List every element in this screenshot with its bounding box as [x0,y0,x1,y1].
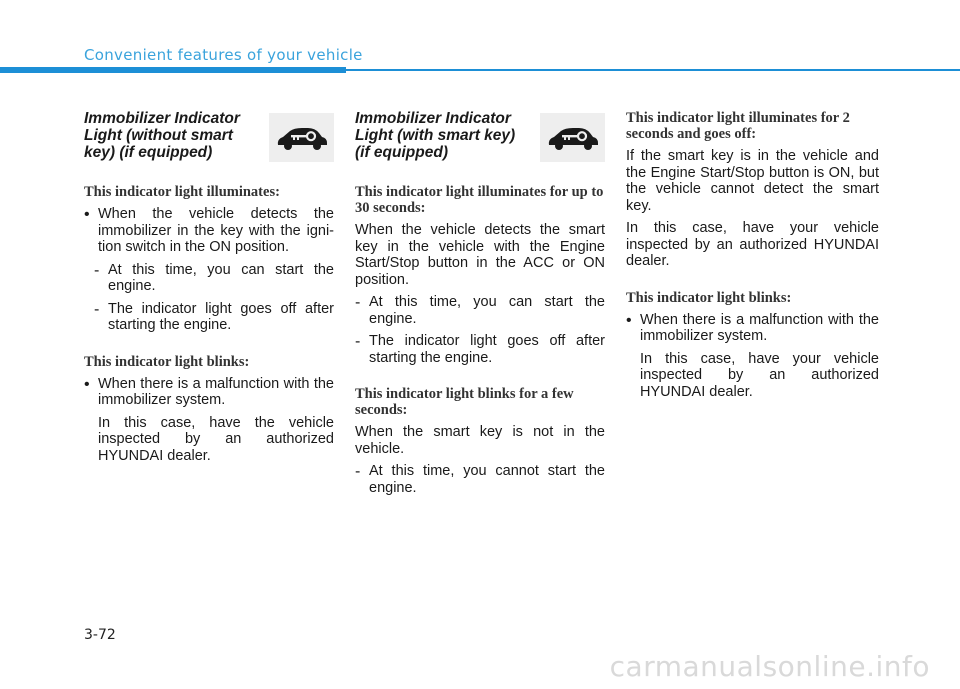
dash-text: The indicator light goes off after starting the engine. [369,333,605,366]
list-item [84,376,334,465]
header-rule-thick [0,67,346,73]
body-paragraph: In this case, have your vehicle inspected by an authorized HYUNDAI dealer. [626,220,879,269]
dash-marker: - [355,463,361,480]
bullet-marker: • [84,206,90,223]
dash-marker: - [94,300,100,318]
body-paragraph: In this case, have the vehicle inspected by an authorized HYUNDAI dealer. [98,414,334,464]
dash-marker: - [355,333,361,350]
list-item [626,312,879,401]
bullet-text: When the vehicle detects the immobilizer in the key with the igni-tion switch in the ON position. [98,206,334,255]
car-key-icon [545,125,601,151]
bullet-text: When there is a malfunction with the immobilizer system. [640,311,879,344]
bullet-marker: • [84,375,90,393]
body-paragraph: If the smart key is in the vehicle and the Engine Start/Stop button is ON, but the vehicle cannot detect the smart key. [626,148,879,214]
dash-text: At this time, you can start the engine. [369,294,605,327]
illuminates-heading: This indicator light illuminates: [84,184,280,200]
bullet-marker: • [626,311,632,329]
watermark: carmanualsonline.info [609,650,930,683]
list-item [355,294,605,327]
dash-text: The indicator light goes off after starting the engine. [108,300,334,333]
list-item [355,333,605,366]
column-continued [626,110,879,406]
list-item [84,262,334,295]
list-item [84,301,334,334]
blinks-heading: This indicator light blinks: [84,353,250,370]
dash-marker: - [355,294,361,311]
dash-text: At this time, you cannot start the engine. [369,463,605,496]
list-item [84,206,334,256]
immobilizer-indicator-icon [540,113,605,162]
body-paragraph: In this case, have your vehicle inspected by an authorized HYUNDAI dealer. [640,350,879,400]
body-paragraph: When the smart key is not in the vehicle. [355,424,605,457]
blinks-heading: This indicator light blinks: [626,289,792,306]
section-title: Immobilizer Indicator Light (without smart key) (if equipped) [84,110,240,161]
section-title: Immobilizer Indicator Light (with smart key) (if equipped) [355,110,516,161]
dash-text: At this time, you can start the engine. [108,261,334,294]
car-key-icon [274,125,330,151]
dash-marker: - [94,261,100,279]
bullet-text: When there is a malfunction with the immobilizer system. [98,375,334,408]
header-rule-thin [346,69,960,71]
page-number: 3-72 [84,627,116,643]
illuminates-2s-heading: This indicator light illuminates for 2 seconds and goes off: [626,110,850,142]
list-item [355,463,605,496]
illuminates-heading: This indicator light illuminates for up to 30 seconds: [355,184,604,216]
immobilizer-indicator-icon [269,113,334,162]
body-paragraph: When the vehicle detects the smart key in the vehicle with the Engine Start/Stop button in the ACC or ON position. [355,222,605,288]
section-header: Convenient features of your vehicle [84,46,363,64]
blinks-few-seconds-heading: This indicator light blinks for a few seconds: [355,386,574,418]
column-without-smart-key [84,110,334,470]
column-with-smart-key [355,110,605,502]
